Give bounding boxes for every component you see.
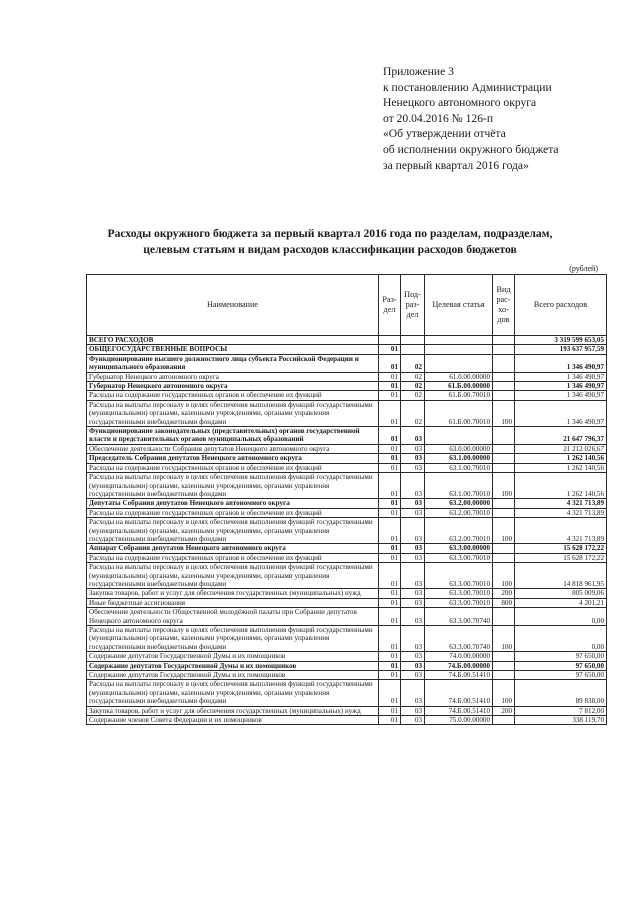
table-row bbox=[87, 598, 607, 607]
cell-name: Иные бюджетные ассигнования bbox=[87, 598, 379, 607]
cell-total: 193 637 957,59 bbox=[515, 345, 607, 354]
cell-total: 4 321 713,89 bbox=[515, 518, 607, 544]
cell-statya: 63.3.00.70010 bbox=[425, 589, 493, 598]
cell-razdel: 01 bbox=[379, 444, 401, 453]
cell-podrazdel: 03 bbox=[401, 463, 425, 472]
cell-statya: 63.1.00.70010 bbox=[425, 463, 493, 472]
unit-label: (рублей) bbox=[569, 264, 598, 273]
cell-name: Содержание депутатов Государственной Думы и их помощников bbox=[87, 661, 379, 670]
cell-razdel: 01 bbox=[379, 372, 401, 381]
cell-statya: 63.3.00.70010 bbox=[425, 563, 493, 589]
cell-name: Расходы на выплаты персоналу в целях обеспечения выполнения функций государственными (муниципальными) органами, казенными учреждениями, органами управления государственными внебюджетными фондами bbox=[87, 400, 379, 426]
table-header-row bbox=[87, 275, 607, 336]
cell-vid bbox=[493, 427, 515, 445]
cell-name: Расходы на выплаты персоналу в целях обеспечения выполнения функций государственными (муниципальными) органами, казенными учреждениями, органами управления государственными внебюджетными фондами bbox=[87, 473, 379, 499]
table-row bbox=[87, 454, 607, 463]
cell-statya: 61.Б.00.70010 bbox=[425, 400, 493, 426]
table-row bbox=[87, 345, 607, 354]
cell-statya: 63.1.00.00000 bbox=[425, 454, 493, 463]
cell-statya: 63.3.00.00000 bbox=[425, 544, 493, 553]
cell-podrazdel: 03 bbox=[401, 671, 425, 680]
header-total: Всего расходов bbox=[515, 275, 607, 336]
cell-name: Функционирование высшего должностного лица субъекта Российской Федерации и муниципального образования bbox=[87, 354, 379, 372]
cell-statya: 74.Б.00.51410 bbox=[425, 706, 493, 715]
table-row bbox=[87, 608, 607, 626]
cell-podrazdel: 03 bbox=[401, 563, 425, 589]
cell-podrazdel: 03 bbox=[401, 508, 425, 517]
cell-name: Расходы на содержание государственных органов и обеспечение их функций bbox=[87, 391, 379, 400]
table-row bbox=[87, 391, 607, 400]
cell-razdel: 01 bbox=[379, 499, 401, 508]
cell-statya: 63.1.00.70010 bbox=[425, 473, 493, 499]
cell-vid: 100 bbox=[493, 563, 515, 589]
cell-podrazdel: 03 bbox=[401, 518, 425, 544]
cell-statya: 63.2.00.70010 bbox=[425, 518, 493, 544]
cell-razdel: 01 bbox=[379, 671, 401, 680]
cell-razdel: 01 bbox=[379, 427, 401, 445]
table-row bbox=[87, 553, 607, 562]
cell-vid: 200 bbox=[493, 589, 515, 598]
cell-total: 805 009,06 bbox=[515, 589, 607, 598]
cell-name: ОБЩЕГОСУДАРСТВЕННЫЕ ВОПРОСЫ bbox=[87, 345, 379, 354]
header-vid: Вид рас-хо-дов bbox=[493, 275, 515, 336]
cell-vid: 800 bbox=[493, 598, 515, 607]
cell-name: Закупка товаров, работ и услуг для обеспечения государственных (муниципальных) нужд bbox=[87, 589, 379, 598]
cell-podrazdel: 02 bbox=[401, 372, 425, 381]
cell-total: 3 319 599 653,05 bbox=[515, 336, 607, 345]
table-row bbox=[87, 652, 607, 661]
table-row bbox=[87, 661, 607, 670]
cell-razdel: 01 bbox=[379, 608, 401, 626]
cell-name: Депутаты Собрания депутатов Ненецкого автономного округа bbox=[87, 499, 379, 508]
table-row bbox=[87, 680, 607, 706]
appendix-line: об исполнении окружного бюджета bbox=[383, 142, 559, 156]
cell-podrazdel: 03 bbox=[401, 680, 425, 706]
cell-vid bbox=[493, 354, 515, 372]
cell-podrazdel: 03 bbox=[401, 589, 425, 598]
cell-statya: 74.Б.00.51410 bbox=[425, 680, 493, 706]
table-row bbox=[87, 427, 607, 445]
header-statya: Целевая статья bbox=[425, 275, 493, 336]
appendix-line: Приложение 3 bbox=[383, 65, 454, 78]
cell-name: Расходы на содержание государственных органов и обеспечение их функций bbox=[87, 553, 379, 562]
table-row bbox=[87, 626, 607, 652]
cell-name: Закупка товаров, работ и услуг для обеспечения государственных (муниципальных) нужд bbox=[87, 706, 379, 715]
cell-podrazdel bbox=[401, 336, 425, 345]
cell-podrazdel: 03 bbox=[401, 706, 425, 715]
cell-razdel: 01 bbox=[379, 508, 401, 517]
cell-statya bbox=[425, 427, 493, 445]
cell-total: 14 818 961,95 bbox=[515, 563, 607, 589]
table-row bbox=[87, 589, 607, 598]
cell-statya: 63.2.00.00000 bbox=[425, 499, 493, 508]
cell-vid bbox=[493, 608, 515, 626]
cell-razdel: 01 bbox=[379, 544, 401, 553]
cell-total: 21 647 796,37 bbox=[515, 427, 607, 445]
cell-podrazdel: 02 bbox=[401, 354, 425, 372]
table-row bbox=[87, 508, 607, 517]
cell-total: 4 321 713,89 bbox=[515, 508, 607, 517]
cell-razdel: 01 bbox=[379, 652, 401, 661]
cell-vid bbox=[493, 391, 515, 400]
cell-total: 89 838,00 bbox=[515, 680, 607, 706]
table-row bbox=[87, 706, 607, 715]
table-row bbox=[87, 518, 607, 544]
cell-total: 1 346 490,97 bbox=[515, 382, 607, 391]
cell-vid: 100 bbox=[493, 518, 515, 544]
cell-podrazdel: 03 bbox=[401, 626, 425, 652]
cell-total: 1 262 140,56 bbox=[515, 463, 607, 472]
table-row bbox=[87, 444, 607, 453]
cell-razdel: 01 bbox=[379, 382, 401, 391]
cell-vid bbox=[493, 345, 515, 354]
cell-razdel: 01 bbox=[379, 454, 401, 463]
cell-razdel: 01 bbox=[379, 661, 401, 670]
cell-vid bbox=[493, 671, 515, 680]
cell-vid: 100 bbox=[493, 473, 515, 499]
cell-total: 97 650,00 bbox=[515, 652, 607, 661]
cell-statya: 63.3.00.70740 bbox=[425, 626, 493, 652]
cell-statya bbox=[425, 354, 493, 372]
table-row bbox=[87, 499, 607, 508]
cell-statya: 63.3.00.70740 bbox=[425, 608, 493, 626]
cell-statya: 63.3.00.70010 bbox=[425, 553, 493, 562]
cell-total: 1 346 490,97 bbox=[515, 354, 607, 372]
header-razdel: Раз-дел bbox=[379, 275, 401, 336]
cell-name: Содержание депутатов Государственной Думы и их помощников bbox=[87, 671, 379, 680]
table-row bbox=[87, 382, 607, 391]
cell-razdel: 01 bbox=[379, 680, 401, 706]
cell-name: Расходы на выплаты персоналу в целях обеспечения выполнения функций государственными (муниципальными) органами, казенными учреждениями, органами управления государственными внебюджетными фондами bbox=[87, 563, 379, 589]
table-body bbox=[87, 336, 607, 725]
cell-total: 1 346 490,97 bbox=[515, 372, 607, 381]
cell-name: Расходы на выплаты персоналу в целях обеспечения выполнения функций государственными (муниципальными) органами, казенными учреждениями, органами управления государственными внебюджетными фондами bbox=[87, 626, 379, 652]
cell-name: Губернатор Ненецкого автономного округа bbox=[87, 382, 379, 391]
cell-name: Председатель Собрания депутатов Ненецкого автономного округа bbox=[87, 454, 379, 463]
cell-total: 7 812,00 bbox=[515, 706, 607, 715]
cell-total: 4 321 713,89 bbox=[515, 499, 607, 508]
cell-total: 15 628 172,22 bbox=[515, 544, 607, 553]
cell-total: 15 628 172,22 bbox=[515, 553, 607, 562]
cell-name: Губернатор Ненецкого автономного округа bbox=[87, 372, 379, 381]
cell-podrazdel: 03 bbox=[401, 473, 425, 499]
cell-vid bbox=[493, 454, 515, 463]
cell-podrazdel: 02 bbox=[401, 391, 425, 400]
appendix-line: от 20.04.2016 № 126-п bbox=[383, 111, 494, 125]
cell-vid bbox=[493, 444, 515, 453]
cell-total: 1 262 140,56 bbox=[515, 454, 607, 463]
appendix-line: к постановлению Администрации bbox=[383, 80, 552, 94]
cell-vid bbox=[493, 336, 515, 345]
cell-razdel: 01 bbox=[379, 563, 401, 589]
cell-razdel: 01 bbox=[379, 391, 401, 400]
cell-podrazdel bbox=[401, 345, 425, 354]
cell-vid: 100 bbox=[493, 680, 515, 706]
table-row bbox=[87, 563, 607, 589]
cell-vid bbox=[493, 661, 515, 670]
cell-total: 1 262 140,56 bbox=[515, 473, 607, 499]
table-row bbox=[87, 544, 607, 553]
cell-razdel: 01 bbox=[379, 518, 401, 544]
cell-statya: 74.Б.00.51410 bbox=[425, 671, 493, 680]
cell-name: Функционирование законодательных (представительных) органов государственной власти и представительных органов муниципальных образований bbox=[87, 427, 379, 445]
cell-vid bbox=[493, 716, 515, 725]
cell-razdel: 01 bbox=[379, 598, 401, 607]
cell-razdel: 01 bbox=[379, 716, 401, 725]
cell-total: 97 650,00 bbox=[515, 671, 607, 680]
header-name: Наименование bbox=[87, 275, 379, 336]
appendix-line: «Об утверждении отчёта bbox=[383, 127, 506, 141]
cell-vid bbox=[493, 553, 515, 562]
cell-razdel: 01 bbox=[379, 706, 401, 715]
cell-name: Расходы на выплаты персоналу в целях обеспечения выполнения функций государственными (муниципальными) органами, казенными учреждениями, органами управления государственными внебюджетными фондами bbox=[87, 680, 379, 706]
title-line-1: Расходы окружного бюджета за первый квартал 2016 года по разделам, подразделам, bbox=[107, 227, 553, 240]
cell-total: 97 650,00 bbox=[515, 661, 607, 670]
cell-podrazdel: 03 bbox=[401, 444, 425, 453]
table-row bbox=[87, 400, 607, 426]
cell-total: 1 346 490,97 bbox=[515, 391, 607, 400]
cell-statya: 63.3.00.70010 bbox=[425, 598, 493, 607]
cell-statya: 63.2.00.70010 bbox=[425, 508, 493, 517]
cell-name: Обеспечение деятельности Общественной молодёжной палаты при Собрании депутатов Ненецкого автономного округа bbox=[87, 608, 379, 626]
cell-name: Содержание членов Совета Федерации и их помощников bbox=[87, 716, 379, 725]
appendix-line: за первый квартал 2016 года» bbox=[383, 158, 529, 172]
cell-total: 0,00 bbox=[515, 608, 607, 626]
cell-total: 338 119,70 bbox=[515, 716, 607, 725]
cell-razdel: 01 bbox=[379, 553, 401, 562]
cell-podrazdel: 03 bbox=[401, 598, 425, 607]
cell-podrazdel: 02 bbox=[401, 400, 425, 426]
table-row bbox=[87, 716, 607, 725]
cell-statya: 63.0.00.00000 bbox=[425, 444, 493, 453]
header-podrazdel: Под-раз-дел bbox=[401, 275, 425, 336]
cell-name: Аппарат Собрания депутатов Ненецкого автономного округа bbox=[87, 544, 379, 553]
cell-vid bbox=[493, 508, 515, 517]
cell-vid bbox=[493, 382, 515, 391]
cell-podrazdel: 03 bbox=[401, 661, 425, 670]
cell-razdel: 01 bbox=[379, 463, 401, 472]
cell-name: Расходы на содержание государственных органов и обеспечение их функций bbox=[87, 508, 379, 517]
cell-statya: 74.Б.00.00000 bbox=[425, 661, 493, 670]
cell-vid bbox=[493, 544, 515, 553]
cell-statya: 75.0.00.00000 bbox=[425, 716, 493, 725]
cell-razdel: 01 bbox=[379, 354, 401, 372]
cell-name: Обеспечение деятельности Собрания депутатов Ненецкого автономного округа bbox=[87, 444, 379, 453]
cell-vid bbox=[493, 499, 515, 508]
budget-table bbox=[86, 274, 607, 725]
cell-podrazdel: 03 bbox=[401, 544, 425, 553]
cell-total: 4 201,21 bbox=[515, 598, 607, 607]
cell-razdel: 01 bbox=[379, 345, 401, 354]
cell-podrazdel: 03 bbox=[401, 454, 425, 463]
cell-name: ВСЕГО РАСХОДОВ bbox=[87, 336, 379, 345]
cell-statya: 61.Б.00.00000 bbox=[425, 382, 493, 391]
cell-name: Содержание депутатов Государственной Думы и их помощников bbox=[87, 652, 379, 661]
cell-razdel bbox=[379, 336, 401, 345]
cell-name: Расходы на содержание государственных органов и обеспечение их функций bbox=[87, 463, 379, 472]
title-line-2: целевым статьям и видам расходов классификации расходов бюджетов bbox=[143, 243, 517, 256]
cell-razdel: 01 bbox=[379, 589, 401, 598]
cell-vid bbox=[493, 463, 515, 472]
cell-total: 0,00 bbox=[515, 626, 607, 652]
cell-vid bbox=[493, 372, 515, 381]
cell-name: Расходы на выплаты персоналу в целях обеспечения выполнения функций государственными (муниципальными) органами, казенными учреждениями, органами управления государственными внебюджетными фондами bbox=[87, 518, 379, 544]
cell-statya: 61.Б.00.70010 bbox=[425, 391, 493, 400]
table-row bbox=[87, 336, 607, 345]
cell-podrazdel: 03 bbox=[401, 652, 425, 661]
cell-statya: 61.0.00.00000 bbox=[425, 372, 493, 381]
cell-statya bbox=[425, 336, 493, 345]
cell-total: 21 212 026,67 bbox=[515, 444, 607, 453]
cell-total: 1 346 490,97 bbox=[515, 400, 607, 426]
cell-vid bbox=[493, 652, 515, 661]
cell-razdel: 01 bbox=[379, 626, 401, 652]
cell-statya: 74.0.00.00000 bbox=[425, 652, 493, 661]
cell-vid: 200 bbox=[493, 706, 515, 715]
table-row bbox=[87, 463, 607, 472]
table-row bbox=[87, 671, 607, 680]
cell-vid: 100 bbox=[493, 400, 515, 426]
cell-razdel: 01 bbox=[379, 473, 401, 499]
cell-podrazdel: 03 bbox=[401, 553, 425, 562]
appendix-line: Ненецкого автономного округа bbox=[383, 96, 537, 110]
table-row bbox=[87, 354, 607, 372]
cell-razdel: 01 bbox=[379, 400, 401, 426]
document-title bbox=[60, 226, 600, 258]
cell-podrazdel: 03 bbox=[401, 716, 425, 725]
table-row bbox=[87, 372, 607, 381]
appendix-block bbox=[383, 64, 623, 173]
cell-podrazdel: 03 bbox=[401, 608, 425, 626]
cell-podrazdel: 03 bbox=[401, 427, 425, 445]
cell-statya bbox=[425, 345, 493, 354]
cell-podrazdel: 02 bbox=[401, 382, 425, 391]
cell-podrazdel: 03 bbox=[401, 499, 425, 508]
table-row bbox=[87, 473, 607, 499]
cell-vid: 100 bbox=[493, 626, 515, 652]
